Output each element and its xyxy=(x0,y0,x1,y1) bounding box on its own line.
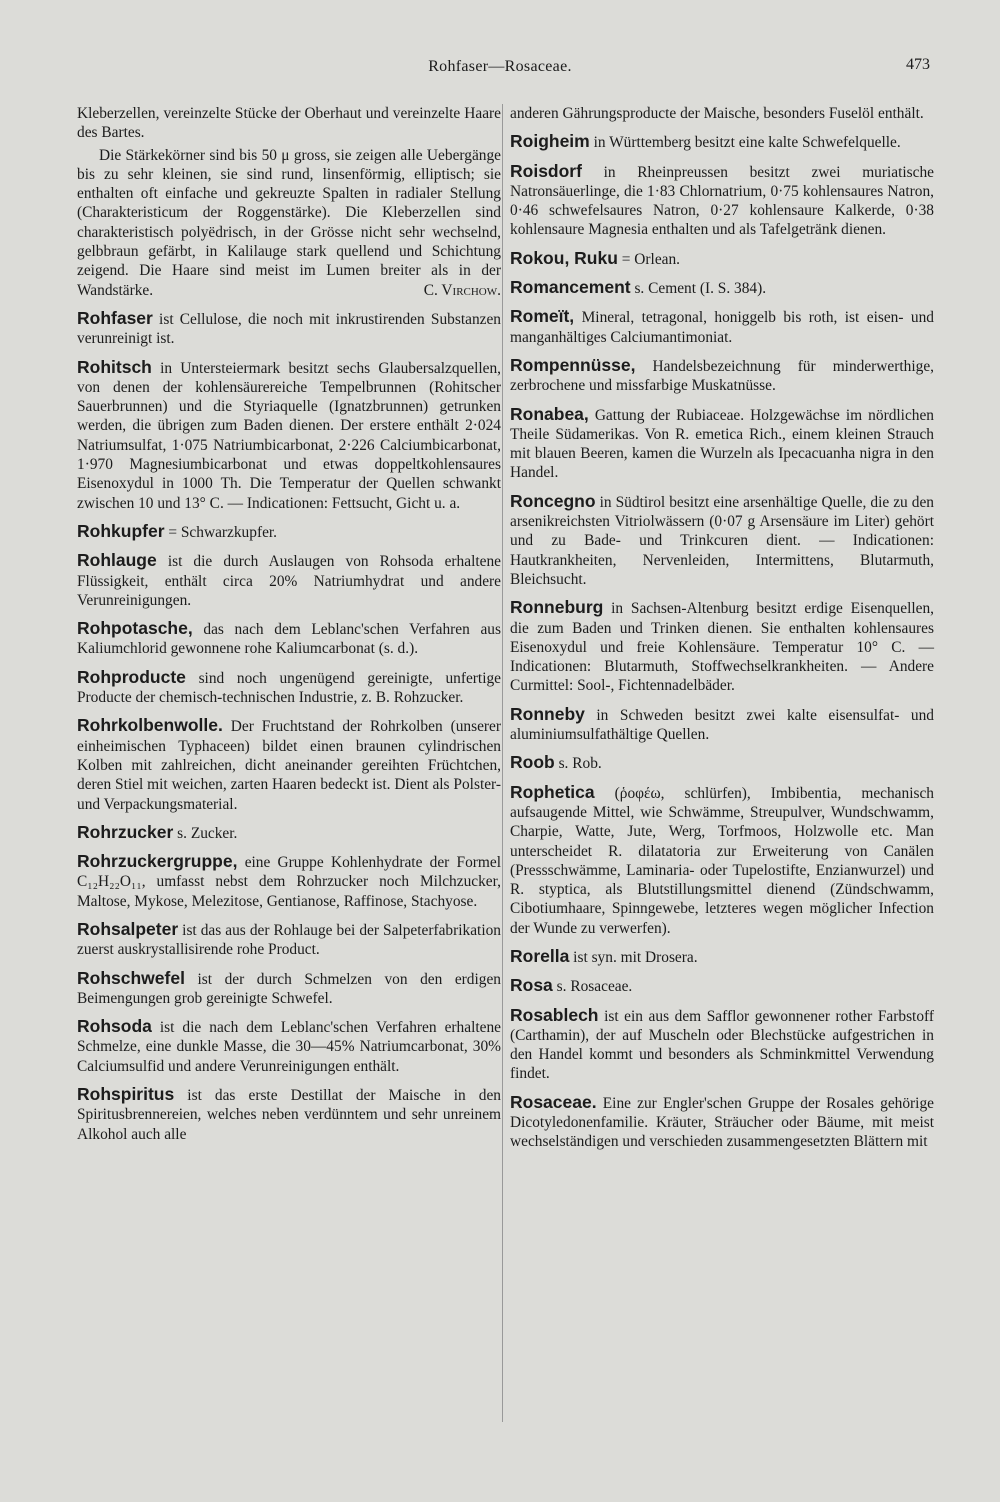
entry-text: ist das aus der Rohlauge bei der Salpeterfabrikation zuerst auskrystallisirende rohe Product. xyxy=(77,921,501,959)
entry-headword: Rosablech xyxy=(510,1004,599,1025)
dictionary-entry xyxy=(77,716,501,813)
entry-headword: Rosa xyxy=(510,975,553,996)
dictionary-entry xyxy=(510,307,934,347)
entry-text: in Sachsen-Altenburg besitzt erdige Eisenquellen, die zum Baden und Trinken dienen. Sie enthalten kohlensaures Eisenoxydul und freie Kohlensäure. Temperatur 10° C. — Indicationen: Blutarmuth, Stoffwechselkrankheiten. — Andere Curmittel: Sool-, Fichtennadelbäder. xyxy=(510,600,934,695)
entry-headword: Romeït, xyxy=(510,306,575,327)
continuation-text: anderen Gährungsproducte der Maische, besonders Fuselöl enthält. xyxy=(510,105,924,122)
right-column xyxy=(510,104,934,1155)
entry-text: in Rheinpreussen besitzt zwei muriatische Natronsäuerlinge, die 1·83 Chlornatrium, 0·75 kohlensaures Natron, 0·46 schwefelsaures Natron, 0·27 kohlensaure Kalkerde, 0·38 kohlensaure Magnesia enthalten und als Tafelgetränk dienen. xyxy=(510,163,934,239)
entry-text: ist ein aus dem Safflor gewonnener rother Farbstoff (Carthamin), der auf Muscheln oder Blechstücke aufgestrichen in den Handel kommt und besonders als Schminkmittel Verwendung findet. xyxy=(510,1007,934,1083)
dictionary-entry xyxy=(510,132,934,152)
dictionary-entry xyxy=(510,598,934,695)
entry-text: in Südtirol besitzt eine arsenhältige Quelle, die zu den arsenikreichsten Vitriolwässern (0·07 g Arsensäure im Liter) gehört und zu Bade- und Trinkcuren dient. — Indicationen: Hautkrankheiten, Nervenleiden, Intermittens, Blutarmuth, Bleichsucht. xyxy=(510,493,934,588)
entry-headword: Rohsoda xyxy=(77,1016,152,1037)
entry-text: das nach dem Leblanc'schen Verfahren aus Kaliumchlorid gewonnene rohe Kaliumcarbonat (s. d.). xyxy=(77,621,501,658)
dictionary-entry xyxy=(77,852,501,911)
dictionary-entry xyxy=(77,358,501,513)
entry-text: ist syn. mit Drosera. xyxy=(569,948,698,966)
entry-headword: Rohitsch xyxy=(77,356,152,377)
entry-text: ist die nach dem Leblanc'schen Verfahren erhaltene Schmelze, eine dunkle Masse, die 30—45% Natriumcarbonat, 30% Calciumsulfid und andere Verunreinigungen enthält. xyxy=(77,1019,501,1075)
running-title: Rohfaser—Rosaceae. xyxy=(428,58,572,75)
dictionary-entry xyxy=(77,668,501,708)
entry-text: s. Rosaceae. xyxy=(552,978,633,996)
dictionary-entry xyxy=(510,947,934,967)
entry-headword: Rophetica xyxy=(510,781,595,802)
column-divider xyxy=(502,104,503,1422)
entry-text: s. Rob. xyxy=(554,755,602,773)
dictionary-entry xyxy=(510,705,934,745)
entry-text: ist der durch Schmelzen von den erdigen Beimengungen grob gereinigte Schwefel. xyxy=(77,970,501,1007)
entry-headword: Rohproducte xyxy=(77,666,186,687)
dictionary-entry xyxy=(510,1093,934,1152)
entry-text: Der Fruchtstand der Rohrkolben (unserer einheimischen Typhaceen) bildet einen braunen cylindrischen Kolben mit zahlreichen, dicht aneinander gereihten Früchtchen, deren Stiel mit weichen, zarten Haaren bedeckt ist. Dient als Polster- und Verpackungsmaterial. xyxy=(77,718,501,813)
entry-headword: Rorella xyxy=(510,945,570,966)
intro-text: Die Stärkekörner sind bis 50 μ gross, sie zeigen alle Uebergänge bis zu sehr kleinen, sie sind rund, linsenförmig, elliptisch; sie enthalten oft einfache und gekreuzte Spalten in radialer Stellung (Charakteristicum der Roggenstärke). Die Kleberzellen sind charakteristisch polyëdrisch, in der Grösse nicht sehr wechselnd, gelbbraun gefärbt, in Kalilauge stark quellend und Schichtung zeigend. Die Haare sind meist im Lumen breiter als in der Wandstärke. xyxy=(77,146,501,299)
entry-headword: Rohrkolbenwolle. xyxy=(77,715,223,736)
page-number: 473 xyxy=(906,56,930,73)
dictionary-entry xyxy=(510,249,934,269)
entry-headword: Roob xyxy=(510,752,555,773)
entry-headword: Roisdorf xyxy=(510,160,582,181)
dictionary-entry xyxy=(77,619,501,659)
entry-headword: Ronabea, xyxy=(510,403,589,424)
entry-headword: Rohlauge xyxy=(77,550,157,571)
intro-paragraph-2 xyxy=(77,146,501,300)
entry-text: Eine zur Engler'schen Gruppe der Rosales gehörige Dicotyledonenfamilie. Kräuter, Sträucher oder Bäume, mit meist wechselständigen und verschieden zusammengesetzten Blättern mit xyxy=(510,1094,934,1151)
dictionary-entry xyxy=(77,551,501,610)
dictionary-entry xyxy=(510,753,934,773)
entry-text: ist das erste Destillat der Maische in den Spiritusbrennereien, welches neben verdünntem und sehr unreinem Alkohol auch alle xyxy=(77,1087,501,1143)
dictionary-entry xyxy=(510,783,934,938)
entry-headword: Ronneburg xyxy=(510,597,604,618)
dictionary-entry xyxy=(77,969,501,1009)
entry-text: Gattung der Rubiaceae. Holzgewächse im nördlichen Theile Südamerikas. Von R. emetica Rich., einem kleinen Strauch mit blauen Beeren, kamen die Wurzeln als Ipecacuanha nigra in den Handel. xyxy=(510,406,934,482)
entry-headword: Roncegno xyxy=(510,490,596,511)
entry-text: Handelsbezeichnung für minderwerthige, zerbrochene und missfarbige Muskatnüsse. xyxy=(510,357,934,395)
entry-headword: Rohrzucker xyxy=(77,821,174,842)
dictionary-entry xyxy=(510,976,934,996)
entry-text: s. Zucker. xyxy=(173,824,238,842)
dictionary-entry xyxy=(510,405,934,483)
entry-headword: Rokou, Ruku xyxy=(510,247,618,268)
entry-headword: Rohpotasche, xyxy=(77,618,193,639)
entry-headword: Rompennüsse, xyxy=(510,354,636,375)
dictionary-entry xyxy=(510,278,934,298)
dictionary-entry xyxy=(510,356,934,396)
dictionary-entry xyxy=(77,1085,501,1144)
left-column xyxy=(77,104,501,1147)
dictionary-entry xyxy=(77,522,501,542)
entry-headword: Ronneby xyxy=(510,703,585,724)
entry-headword: Rohrzuckergruppe, xyxy=(77,851,238,872)
dictionary-entry xyxy=(77,309,501,349)
entry-text: s. Cement (I. S. 384). xyxy=(630,280,767,298)
entry-text: in Schweden besitzt zwei kalte eisensulfat- und aluminiumsulfathältige Quellen. xyxy=(510,706,934,744)
right-entry-list xyxy=(510,132,934,1151)
entry-text: in Württemberg besitzt eine kalte Schwefelquelle. xyxy=(589,134,901,152)
entry-headword: Rohfaser xyxy=(77,307,153,328)
dictionary-entry xyxy=(510,492,934,589)
dictionary-entry xyxy=(510,162,934,240)
entry-text: in Untersteiermark besitzt sechs Glaubersalzquellen, von denen der kohlensäurereiche Tempelbrunnen (Rohitscher Sauerbrunnen) und die Styriaquelle (Ignatzbrunnen) getrunken werden, die übrigen zum Baden dienen. Der erstere enthält 2·024 Natriumsulfat, 1·075 Natriumbicarbonat, 2·226 Calciumbicarbonat, 1·970 Magnesiumbicarbonat und etwas doppeltkohlensaures Eisenoxydul in 1000 Th. Die Temperatur der Quellen schwankt zwischen 10 und 13° C. — Indicationen: Fettsucht, Gicht u. a. xyxy=(77,359,501,512)
entry-headword: Rosaceae. xyxy=(510,1091,597,1112)
entry-text: Mineral, tetragonal, honiggelb bis roth, ist eisen- und manganhältiges Calciumantimoniat. xyxy=(510,309,934,346)
entry-text: sind noch ungenügend gereinigte, unfertige Producte der chemisch-technischen Industrie, z. B. Rohzucker. xyxy=(77,669,501,707)
entry-text: (ῥοφέω, schlürfen), Imbibentia, mechanisch aufsaugende Mittel, wie Schwämme, Streupulver, Wundschwamm, Charpie, Watte, Jute, Werg, Torfmoos, Holzwolle etc. Man unterscheidet R. dilatatoria zur Erweiterung von Canälen (Pressschwämme, Laminaria- oder Tupelostifte, Enzianwurzel) und R. styptica, als Blutstillungsmittel dienend (Zündschwamm, Cibotiumhaare, Spinngewebe, letzteres wegen möglicher Infection der Wunde zu verwerfen). xyxy=(510,784,934,937)
entry-text: = Schwarzkupfer. xyxy=(164,523,278,541)
entry-text: ist Cellulose, die noch mit inkrustirenden Substanzen verunreinigt ist. xyxy=(77,310,501,348)
dictionary-entry xyxy=(77,1017,501,1076)
dictionary-entry xyxy=(77,823,501,843)
intro-paragraph: Kleberzellen, vereinzelte Stücke der Oberhaut und vereinzelte Haare des Bartes. xyxy=(77,105,501,142)
entry-text: ist die durch Auslaugen von Rohsoda erhaltene Flüssigkeit, enthält circa 20% Natriumhydrat und andere Verunreinigungen. xyxy=(77,553,501,609)
entry-text: = Orlean. xyxy=(617,250,681,268)
entry-headword: Romancement xyxy=(510,277,631,298)
entry-headword: Rohschwefel xyxy=(77,967,185,988)
left-entry-list xyxy=(77,309,501,1144)
entry-headword: Roigheim xyxy=(510,131,590,152)
entry-headword: Rohsalpeter xyxy=(77,918,179,939)
dictionary-entry xyxy=(510,1006,934,1084)
author-signature: C. Virchow. xyxy=(423,281,501,299)
entry-headword: Rohkupfer xyxy=(77,520,165,541)
dictionary-entry xyxy=(77,920,501,960)
entry-headword: Rohspiritus xyxy=(77,1084,175,1105)
entry-text: eine Gruppe Kohlenhydrate der Formel C₁₂H₂₂O₁₁, umfasst nebst dem Rohrzucker noch Milchzucker, Maltose, Mykose, Melezitose, Gentianose, Raffinose, Stachyose. xyxy=(77,854,501,910)
